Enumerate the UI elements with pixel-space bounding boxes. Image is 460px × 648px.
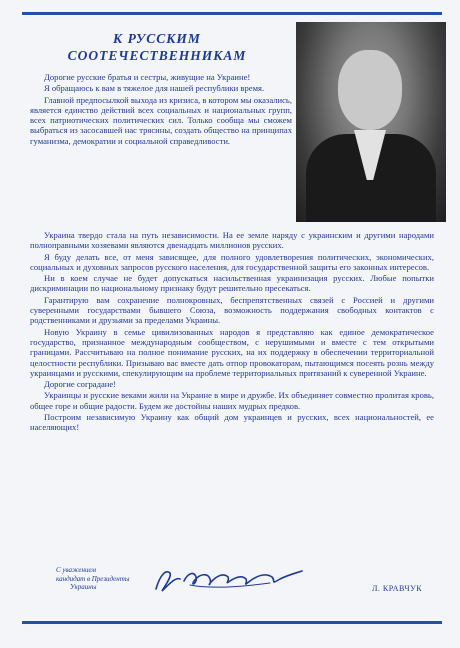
- handwritten-signature: [150, 563, 310, 597]
- title-line-1: К РУССКИМ: [113, 31, 201, 46]
- signature-image: [150, 563, 310, 597]
- paragraph: Я буду делать все, от меня зависящее, для полного удовлетворения политических, экономических, социальных и духовных запросов русского населения, для государственной защиты его законных интересов.: [30, 251, 434, 272]
- paragraph: Я обращаюсь к вам в тяжелое для нашей республики время.: [44, 83, 265, 94]
- paragraph: Украина твердо стала на путь независимости. На ее земле наряду с украинским и другими народами полноправными хозяевами являются двенадцать миллионов русских.: [30, 230, 434, 251]
- paragraph: Дорогие русские братья и сестры, живущие на Украине!: [44, 72, 251, 82]
- text-column-top: [30, 72, 292, 146]
- closing-line-1: С уважением: [56, 566, 96, 574]
- paragraph: Дорогие соградане!: [44, 379, 117, 390]
- paragraph: Построим независимую Украину как общий дом украинцев и русских, всех национальностей, ее населяющих!: [30, 412, 434, 433]
- paragraph: Украинцы и русские веками жили на Украине в мире и дружбе. Их объединяет совместно пролитая кровь, общее горе и общие радости. Будем же достойны наших мудрых предков.: [30, 390, 434, 411]
- author-name: Л. КРАВЧУК: [372, 584, 423, 593]
- paragraph: Ни в коем случае не будет допускаться насильственная украинизация русских. Любые попытки дискриминации по национальному признаку будут решительно пресекаться.: [30, 273, 434, 294]
- text-column-bottom: [30, 230, 434, 433]
- bottom-rule: [22, 621, 442, 624]
- paragraph: Главной предпосылкой выхода из кризиса, в котором мы оказались, является единство действий всех социальных и национальных групп, всех патриотических политических сил. Только сообща мы сможем выбраться из засосавшей нас трясины, создать общество на принципах гуманизма, демократии и социальной справедливости.: [30, 94, 292, 146]
- top-rule: [22, 12, 442, 15]
- closing-line-2: кандидат в Президенты: [56, 574, 130, 583]
- paragraph: Гарантирую вам сохранение полнокровных, беспрепятственных связей с Россией и другими суверенными государствами бывшего Союза, возможность поддержания свободных контактов с родственниками и друзьями за пределами Украины.: [30, 294, 434, 326]
- leaflet-title: [52, 30, 262, 64]
- portrait-photo: [296, 22, 446, 222]
- paragraph: Новую Украину в семье цивилизованных народов я представляю как единое демократическое государство, признанное международным сообществом, с нерушимыми и вместе с тем открытыми границами. Рассчитываю на полное понимание русских, на их поддержку в обеспечении территориальной целостности республики. Призываю вас вместе дать отпор провокаторам, пытающимся посеять рознь между украинцами и русскими, спекулирующим на проблеме территориальных притязаний к суверенной Украине.: [30, 326, 434, 378]
- title-line-2: СООТЕЧЕСТВЕННИКАМ: [67, 48, 247, 63]
- closing-line-3: Украины: [70, 583, 97, 591]
